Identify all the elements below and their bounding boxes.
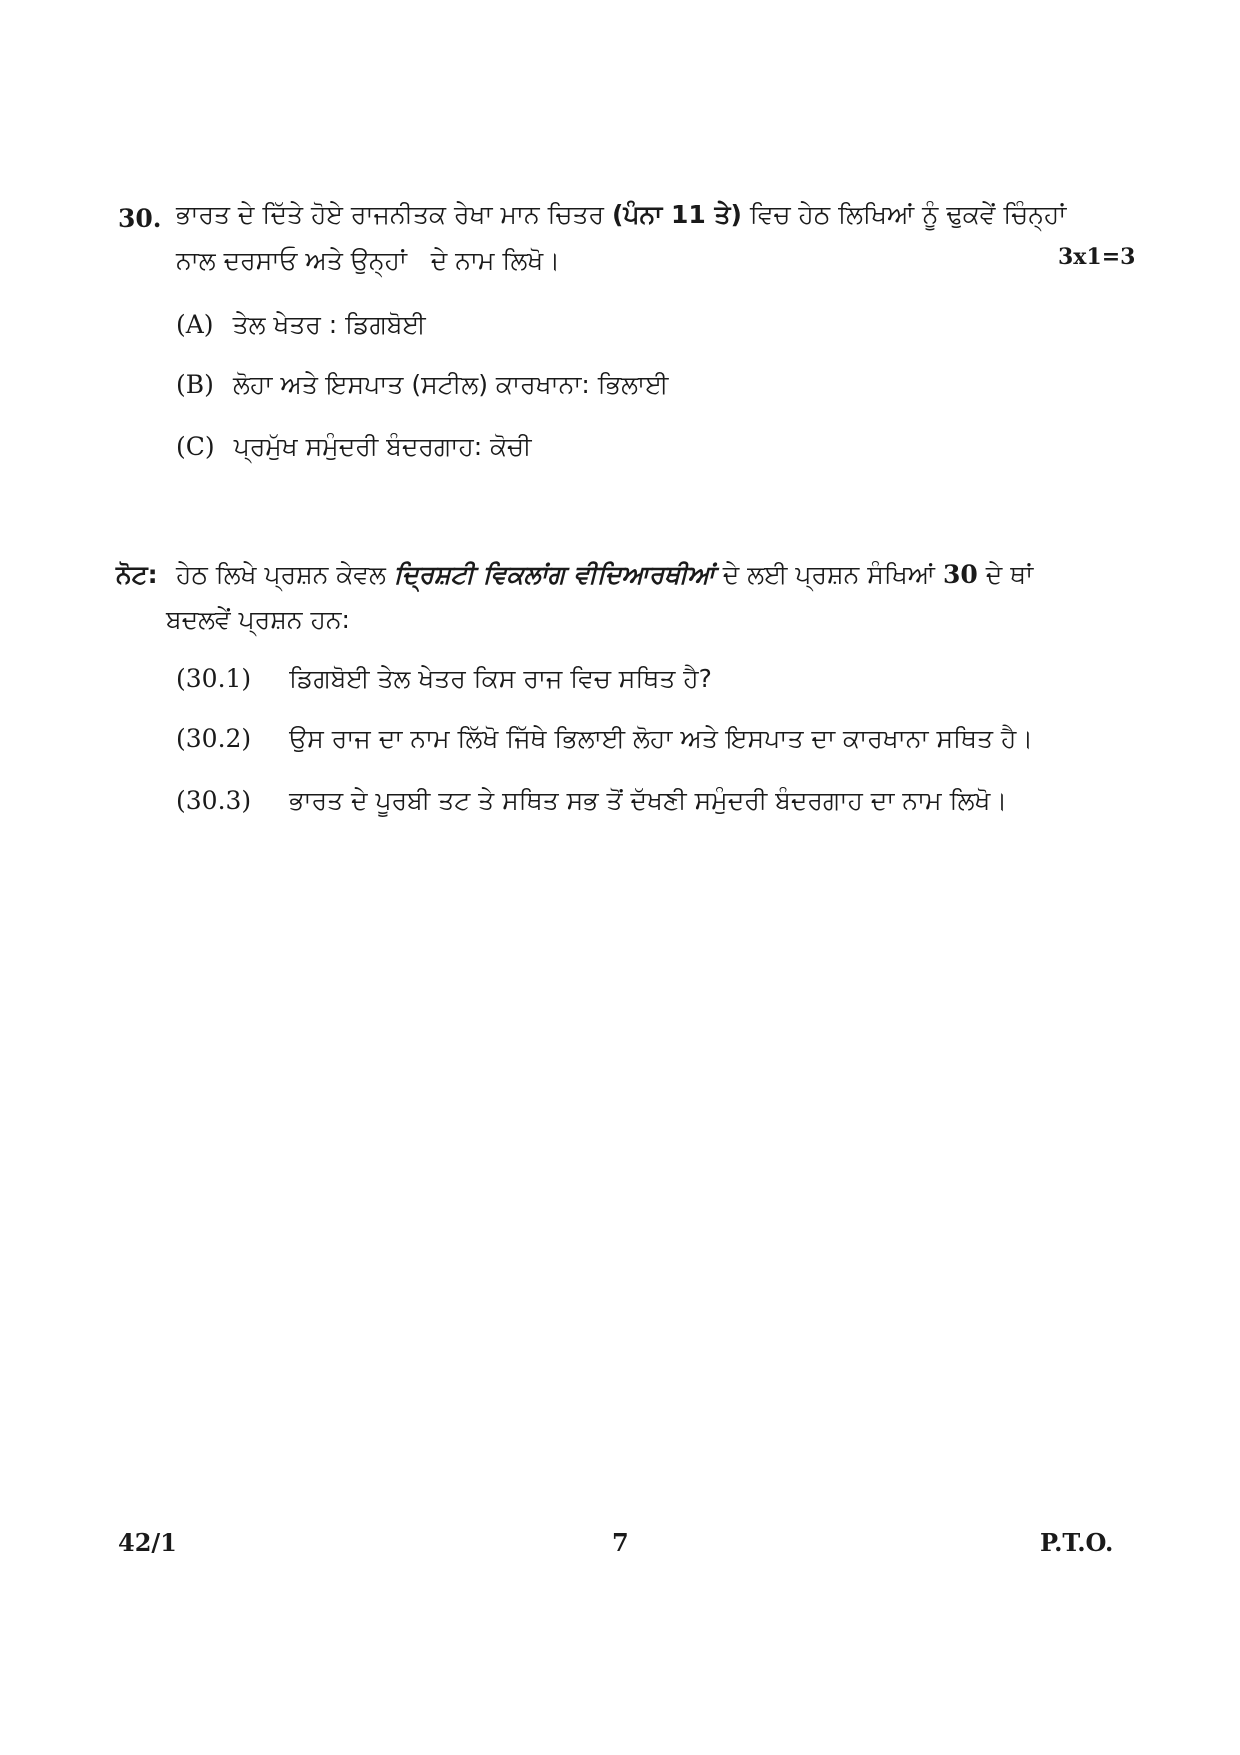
question-line-2: ਨਾਲ ਦਰਸਾਓ ਅਤੇ ਉਨ੍ਹਾਂ ਦੇ ਨਾਮ ਲਿਖੋ। xyxy=(176,246,561,275)
option-text: ਪ੍ਰਮੁੱਖ ਸਮੁੰਦਰੀ ਬੰਦਰਗਾਹ: ਕੋਚੀ xyxy=(233,432,532,461)
option-b xyxy=(176,370,668,400)
question-text-part1: ਭਾਰਤ ਦੇ ਦਿੱਤੇ ਹੋਏ ਰਾਜਨੀਤਕ ਰੇਖਾ ਮਾਨ ਚਿਤਰ xyxy=(176,200,605,229)
page-number: 7 xyxy=(612,1528,629,1557)
alt-question-label: (30.3) xyxy=(176,786,252,815)
question-number: 30. xyxy=(118,204,162,233)
alt-question-2 xyxy=(176,724,1033,754)
option-label: (C) xyxy=(176,432,215,461)
note-line-2: ਬਦਲਵੇਂ ਪ੍ਰਸ਼ਨ ਹਨ: xyxy=(166,605,350,634)
question-number-ref: 30 xyxy=(942,560,978,589)
option-a xyxy=(176,310,426,340)
page-reference: (ਪੰਨਾ 11 ਤੇ) xyxy=(611,200,742,229)
option-text: ਤੇਲ ਖੇਤਰ : ਡਿਗਬੋਈ xyxy=(232,310,426,339)
note-line-1 xyxy=(176,560,1033,590)
note-text-part3: ਦੇ ਥਾਂ xyxy=(985,560,1034,589)
alt-question-3 xyxy=(176,786,1007,816)
option-label: (A) xyxy=(176,310,214,339)
option-c xyxy=(176,432,532,462)
please-turn-over: P.T.O. xyxy=(1040,1528,1114,1557)
visually-impaired-students: ਦ੍ਰਿਸ਼ਟੀ ਵਿਕਲਾਂਗ ਵੀਦਿਆਰਥੀਆਂ xyxy=(393,560,715,589)
marks-allocation: 3x1=3 xyxy=(1058,244,1136,270)
alt-question-text: ਉਸ ਰਾਜ ਦਾ ਨਾਮ ਲਿੱਖੋ ਜਿੱਥੇ ਭਿਲਾਈ ਲੋਹਾ ਅਤੇ ਇਸਪਾਤ ਦਾ ਕਾਰਖਾਨਾ ਸਥਿਤ ਹੈ। xyxy=(289,724,1034,753)
note-text-part1: ਹੇਠ ਲਿਖੇ ਪ੍ਰਸ਼ਨ ਕੇਵਲ xyxy=(176,560,386,589)
alt-question-text: ਡਿਗਬੋਈ ਤੇਲ ਖੇਤਰ ਕਿਸ ਰਾਜ ਵਿਚ ਸਥਿਤ ਹੈ? xyxy=(289,664,712,693)
question-text-part2: ਵਿਚ ਹੇਠ ਲਿਖਿਆਂ ਨੂੰ ਢੁਕਵੇਂ ਚਿੰਨ੍ਹਾਂ xyxy=(749,200,1067,229)
paper-code: 42/1 xyxy=(118,1528,177,1557)
alt-question-text: ਭਾਰਤ ਦੇ ਪੂਰਬੀ ਤਟ ਤੇ ਸਥਿਤ ਸਭ ਤੋਂ ਦੱਖਣੀ ਸਮੁੰਦਰੀ ਬੰਦਰਗਾਹ ਦਾ ਨਾਮ ਲਿਖੋ। xyxy=(289,786,1008,815)
option-label: (B) xyxy=(176,370,214,399)
question-line-1 xyxy=(176,200,1066,230)
alt-question-1 xyxy=(176,664,712,694)
note-text-part2: ਦੇ ਲਈ ਪ੍ਰਸ਼ਨ ਸੰਖਿਆਂ xyxy=(722,560,936,589)
note-label: ਨੋਟ: xyxy=(116,560,158,589)
alt-question-label: (30.2) xyxy=(176,724,252,753)
option-text: ਲੋਹਾ ਅਤੇ ਇਸਪਾਤ (ਸਟੀਲ) ਕਾਰਖਾਨਾ: ਭਿਲਾਈ xyxy=(232,370,669,399)
alt-question-label: (30.1) xyxy=(176,664,252,693)
